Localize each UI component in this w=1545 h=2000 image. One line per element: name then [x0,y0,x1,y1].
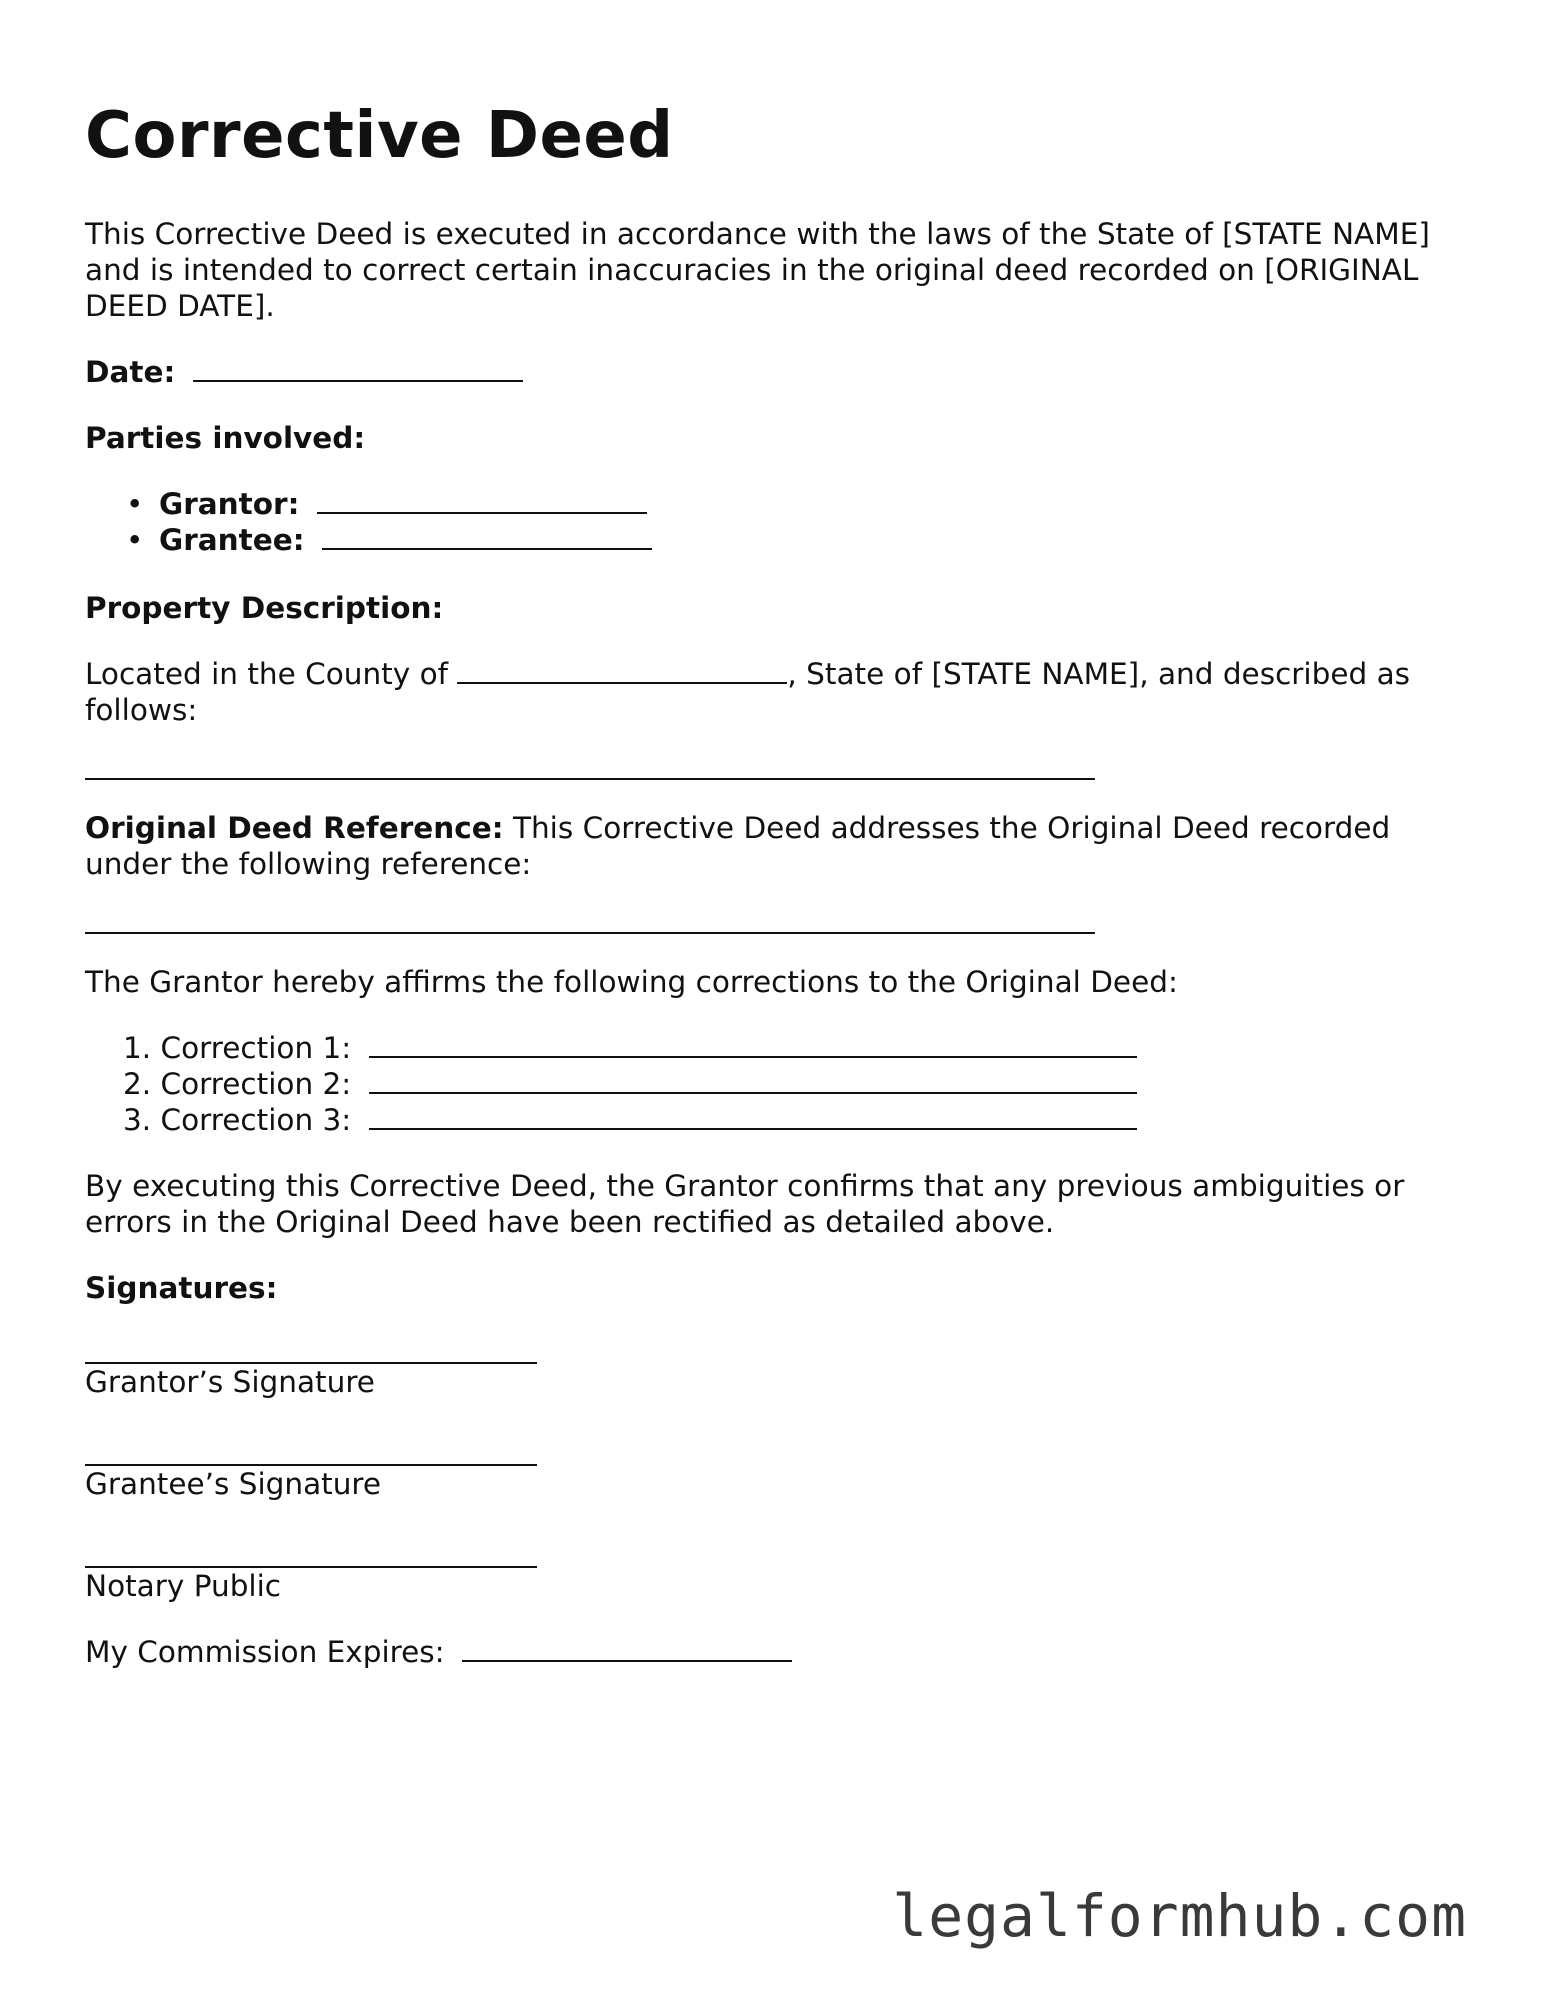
document-page [85,100,1465,1670]
original-ref-text: This Corrective Deed addresses the Original Deed recorded under the following reference: [85,810,1391,881]
grantee-signature-caption: Grantee’s Signature [85,1466,382,1501]
parties-list [85,486,1465,558]
property-description-field[interactable] [85,742,1095,780]
original-ref-label: Original Deed Reference: [85,810,504,845]
watermark-text: legalformhub.com [892,1882,1467,1950]
grantor-signature-field[interactable] [85,1326,537,1364]
date-field[interactable] [193,354,523,382]
grantee-label: Grantee: [159,522,305,557]
grantor-signature-block [85,1326,1465,1400]
commission-row [85,1634,1465,1670]
original-ref-field[interactable] [85,896,1095,934]
grantee-signature-field[interactable] [85,1428,537,1466]
document-title: Corrective Deed [85,99,674,173]
list-item [85,1066,1465,1102]
corrections-intro: The Grantor hereby affirms the following corrections to the Original Deed: [85,964,1178,999]
grantor-label: Grantor: [159,486,300,521]
correction-3-label: 3. Correction 3: [123,1102,352,1137]
parties-heading: Parties involved: [85,420,366,455]
notary-signature-field[interactable] [85,1530,537,1568]
list-item [85,486,1465,522]
closing-paragraph: By executing this Corrective Deed, the Grantor confirms that any previous ambiguities or errors in the Original Deed have been rectified as detailed above. [85,1168,1405,1239]
date-row [85,354,1465,390]
correction-2-field[interactable] [369,1066,1137,1094]
property-heading: Property Description: [85,590,444,625]
list-item [85,522,1465,558]
grantee-field[interactable] [322,522,652,550]
correction-2-label: 2. Correction 2: [123,1066,352,1101]
grantor-field[interactable] [317,486,647,514]
correction-1-label: 1. Correction 1: [123,1030,352,1065]
notary-signature-block [85,1530,1465,1604]
intro-paragraph: This Corrective Deed is executed in accordance with the laws of the State of [STATE NAME] and is intended to correct certain inaccuracies in the original deed recorded on [ORIGINAL DEED DATE]. [85,216,1430,323]
signatures-heading: Signatures: [85,1270,278,1305]
grantor-signature-caption: Grantor’s Signature [85,1364,375,1399]
notary-signature-caption: Notary Public [85,1568,282,1603]
county-field[interactable] [457,656,787,684]
commission-label: My Commission Expires: [85,1634,445,1669]
grantee-signature-block [85,1428,1465,1502]
commission-field[interactable] [462,1634,792,1662]
original-ref-paragraph [85,810,1465,882]
property-text-after: , State of [STATE NAME], and described as follows: [85,656,1411,727]
property-text-before: Located in the County of [85,656,449,691]
list-item [85,1030,1465,1066]
correction-1-field[interactable] [369,1030,1137,1058]
date-label: Date: [85,354,176,389]
corrections-list [85,1030,1465,1138]
list-item [85,1102,1465,1138]
correction-3-field[interactable] [369,1102,1137,1130]
property-paragraph [85,656,1465,728]
